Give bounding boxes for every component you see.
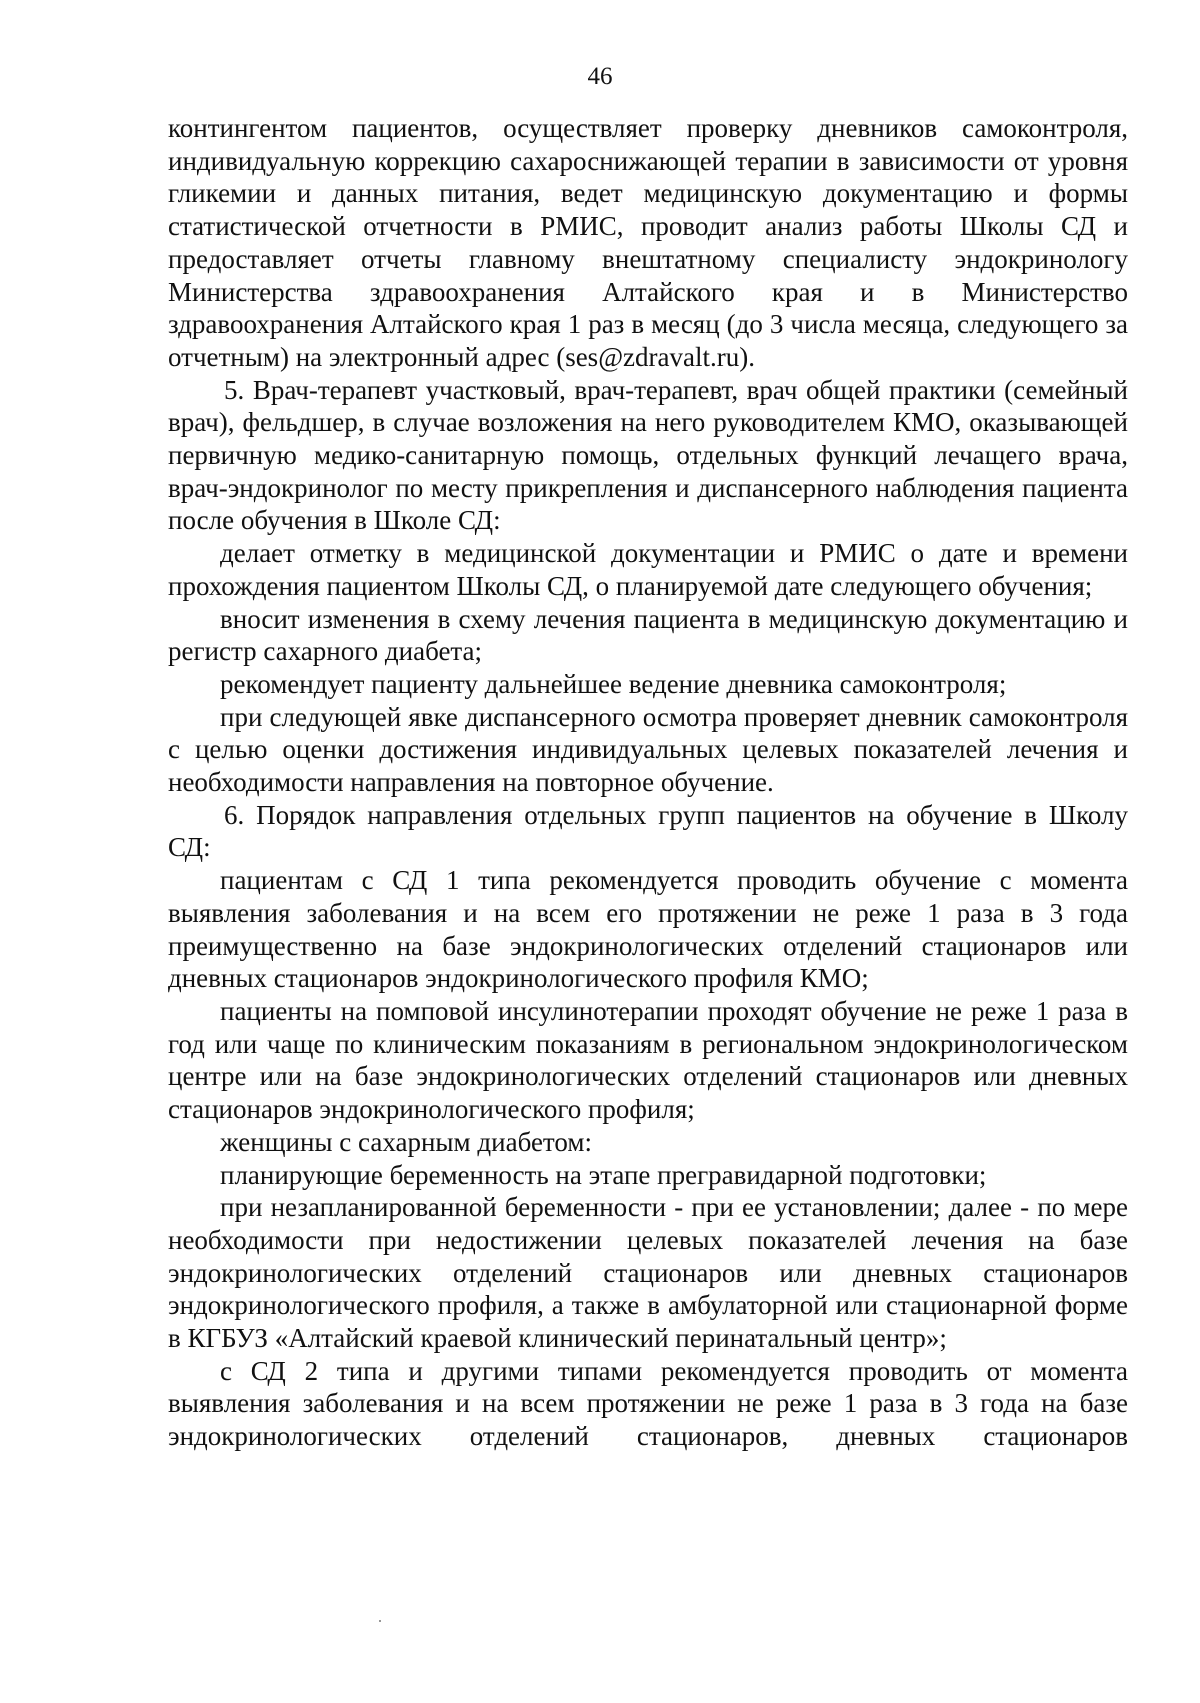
paragraph-unplanned-pregnancy: при незапланированной беременности - при ее установлении; далее - по мере необходимости при недостижении целевых показателей лечения на базе эндокринологических отделений стационаров или дневных стационаров эндокринологического профиля, а также в амбулаторной или стационарной форме в КГБУЗ «Алтайский краевой клинический перинатальный центр»; xyxy=(168,1192,1128,1354)
paragraph-treatment-changes: вносит изменения в схему лечения пациента в медицинскую документацию и регистр сахарного диабета; xyxy=(168,603,1128,667)
paragraph-type-2-patients: с СД 2 типа и другими типами рекомендуется проводить от момента выявления заболевания и на всем протяжении не реже 1 раза в 3 года на базе эндокринологических отделений стационаров, дневных стационаров xyxy=(168,1355,1128,1452)
document-body xyxy=(168,112,1128,1453)
paragraph-pump-therapy: пациенты на помповой инсулинотерапии проходят обучение не реже 1 раза в год или чаще по клиническим показаниям в региональном эндокринологическом центре или на базе эндокринологических отделений стационаров или дневных стационаров эндокринологического профиля; xyxy=(168,995,1128,1125)
paragraph-type-1-patients: пациентам с СД 1 типа рекомендуется проводить обучение с момента выявления заболевания и на всем его протяжении не реже 1 раза в 3 года преимущественно на базе эндокринологических отделений стационаров или дневных стационаров эндокринологического профиля КМО; xyxy=(168,865,1128,994)
paragraph-continuation: контингентом пациентов, осуществляет проверку дневников самоконтроля, индивидуальную коррекцию сахароснижающей терапии в зависимости от уровня гликемии и данных питания, ведет медицинскую документацию и формы статистической отчетности в РМИС, проводит анализ работы Школы СД и предоставляет отчеты главному внештатному специалисту эндокринологу Министерства здравоохранения Алтайского края и в Министерство здравоохранения Алтайского края 1 раз в месяц (до 3 числа месяца, следующего за отчетным) на электронный адрес (ses@zdravalt.ru). xyxy=(168,113,1128,372)
paragraph-pregnancy-planning: планирующие беременность на этапе прегравидарной подготовки; xyxy=(220,1159,987,1190)
paragraph-item-5: 5. Врач-терапевт участковый, врач-терапевт, врач общей практики (семейный врач), фельдшер, в случае возложения на него руководителем КМО, оказывающей первичную медико-санитарную помощь, отдельных функций лечащего врача, врач-эндокринолог по месту прикрепления и диспансерного наблюдения пациента после обучения в Школе СД: xyxy=(168,374,1128,536)
paragraph-women-with-diabetes: женщины с сахарным диабетом: xyxy=(220,1126,592,1157)
paragraph-mark-in-records: делает отметку в медицинской документации и РМИС о дате и времени прохождения пациентом Школы СД, о планируемой дате следующего обучения; xyxy=(168,538,1128,601)
page-number: 46 xyxy=(587,63,613,90)
scan-artifact-dot xyxy=(379,1620,381,1622)
paragraph-item-6: 6. Порядок направления отдельных групп пациентов на обучение в Школу СД: xyxy=(168,799,1128,863)
paragraph-self-control-diary: рекомендует пациенту дальнейшее ведение дневника самоконтроля; xyxy=(220,668,1007,699)
paragraph-next-visit-check: при следующей явке диспансерного осмотра проверяет дневник самоконтроля с целью оценки достижения индивидуальных целевых показателей лечения и необходимости направления на повторное обучение. xyxy=(168,701,1128,798)
